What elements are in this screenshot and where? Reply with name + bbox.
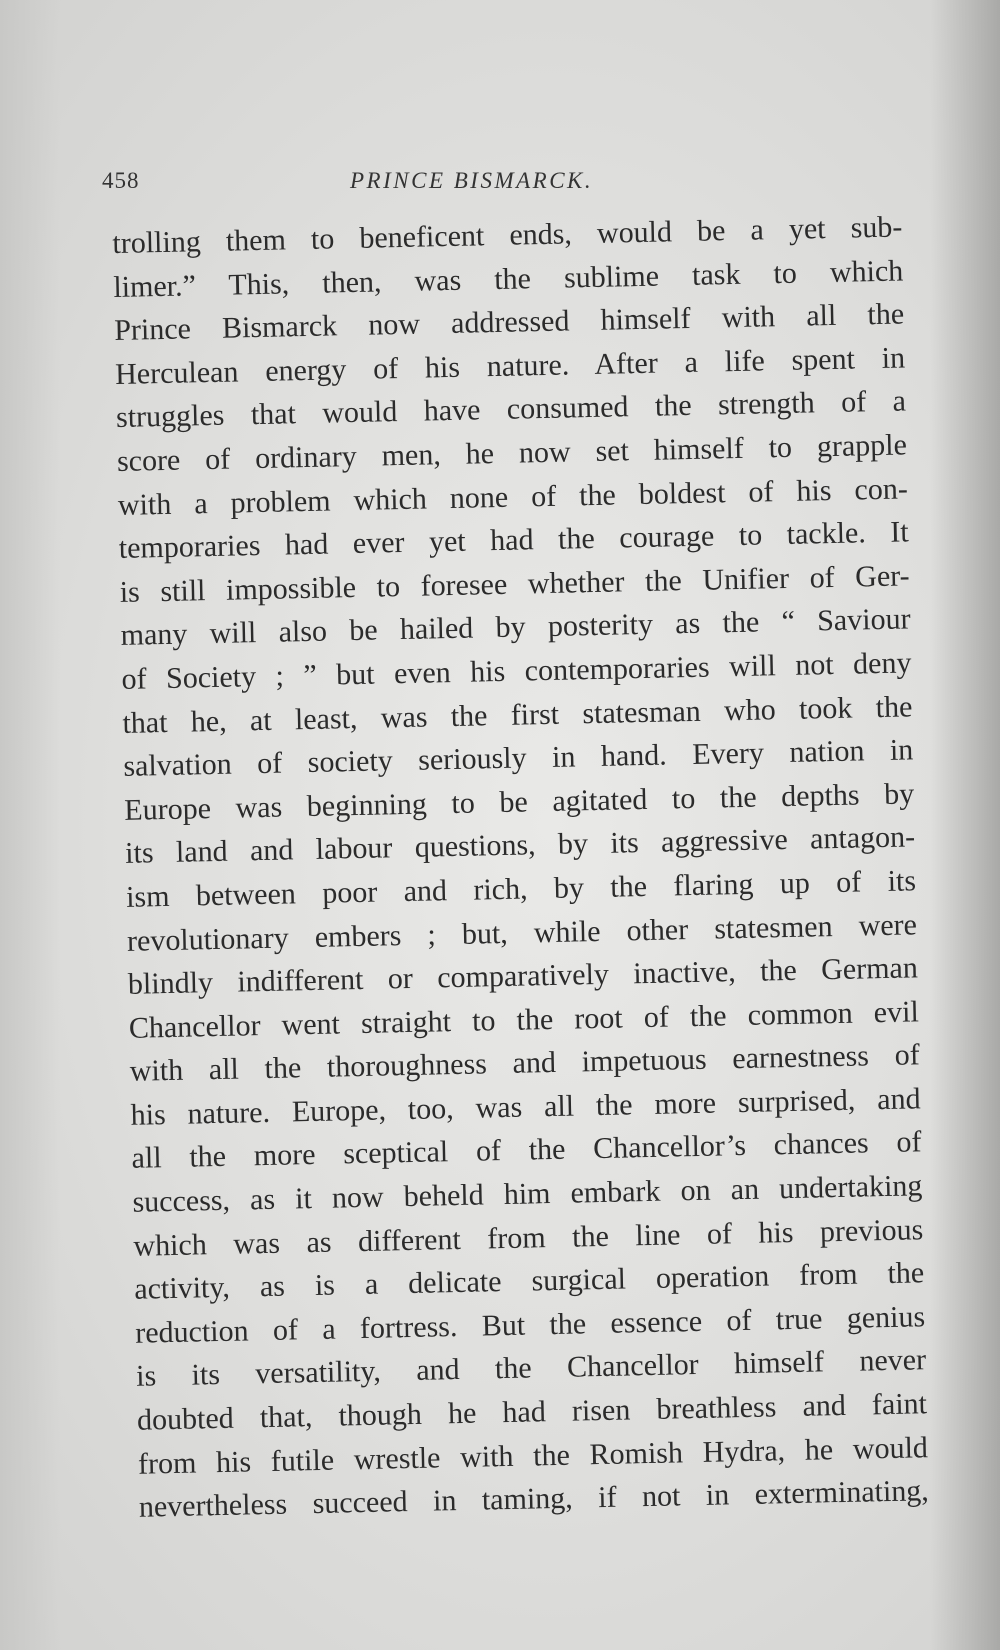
text-line: ism between poor and rich, by the flaring up of its bbox=[125, 864, 917, 914]
text-line: his nature. Europe, too, was all the more surprised, and bbox=[130, 1082, 921, 1132]
text-line: with a problem which none of the boldest of his con- bbox=[117, 471, 909, 522]
text-line: score of ordinary men, he now set himself to grapple bbox=[116, 428, 908, 478]
page-header bbox=[102, 168, 862, 204]
body-text bbox=[112, 205, 929, 1529]
text-line: activity, as is a delicate surgical operation from the bbox=[134, 1256, 925, 1307]
text-line: Prince Bismarck now addressed himself with all the bbox=[113, 297, 905, 348]
page-number: 458 bbox=[102, 168, 140, 193]
text-line: which was as different from the line of his previous bbox=[133, 1212, 924, 1263]
text-line: Herculean energy of his nature. After a life spent in bbox=[114, 341, 906, 391]
text-line: Europe was beginning to be agitated to the depths by bbox=[123, 777, 915, 827]
text-line: from his futile wrestle with the Romish Hydra, he would bbox=[137, 1430, 929, 1481]
text-line: blindly indifferent or comparatively inactive, the German bbox=[127, 951, 919, 1001]
text-line: trolling them to beneficent ends, would be a yet sub- bbox=[112, 210, 903, 260]
text-line: salvation of society seriously in hand. Every nation in bbox=[123, 733, 914, 784]
text-line: all the more sceptical of the Chancellor’s chances of bbox=[131, 1125, 922, 1176]
text-line: temporaries had ever yet had the courage to tackle. It bbox=[118, 515, 910, 566]
text-line: success, as it now beheld him embark on an undertaking bbox=[132, 1169, 923, 1219]
running-title: PRINCE BISMARCK. bbox=[350, 168, 594, 193]
text-line: nevertheless succeed in taming, if not in exterminating, bbox=[138, 1474, 930, 1524]
text-line: its land and labour questions, by its aggressive antagon- bbox=[124, 820, 916, 871]
text-line: struggles that would have consumed the strength of a bbox=[115, 384, 907, 435]
text-line: with all the thoroughness and impetuous earnestness of bbox=[129, 1038, 920, 1089]
text-line: limer.” This, then, was the sublime task to which bbox=[113, 254, 904, 304]
text-line: doubted that, though he had risen breathless and faint bbox=[136, 1387, 928, 1437]
text-line: many will also be hailed by posterity as the “ Saviour bbox=[120, 602, 911, 653]
text-line: that he, at least, was the first statesman who took the bbox=[122, 689, 913, 740]
text-line: of Society ; ” but even his contemporaries will not deny bbox=[121, 646, 912, 696]
text-line: revolutionary embers ; but, while other statesmen were bbox=[126, 907, 918, 958]
text-line: is its versatility, and the Chancellor himself never bbox=[135, 1343, 927, 1394]
text-line: Chancellor went straight to the root of the common evil bbox=[128, 994, 920, 1045]
text-line: reduction of a fortress. But the essence of true genius bbox=[134, 1300, 926, 1350]
text-line: is still impossible to foresee whether the Unifier of Ger- bbox=[119, 559, 910, 609]
